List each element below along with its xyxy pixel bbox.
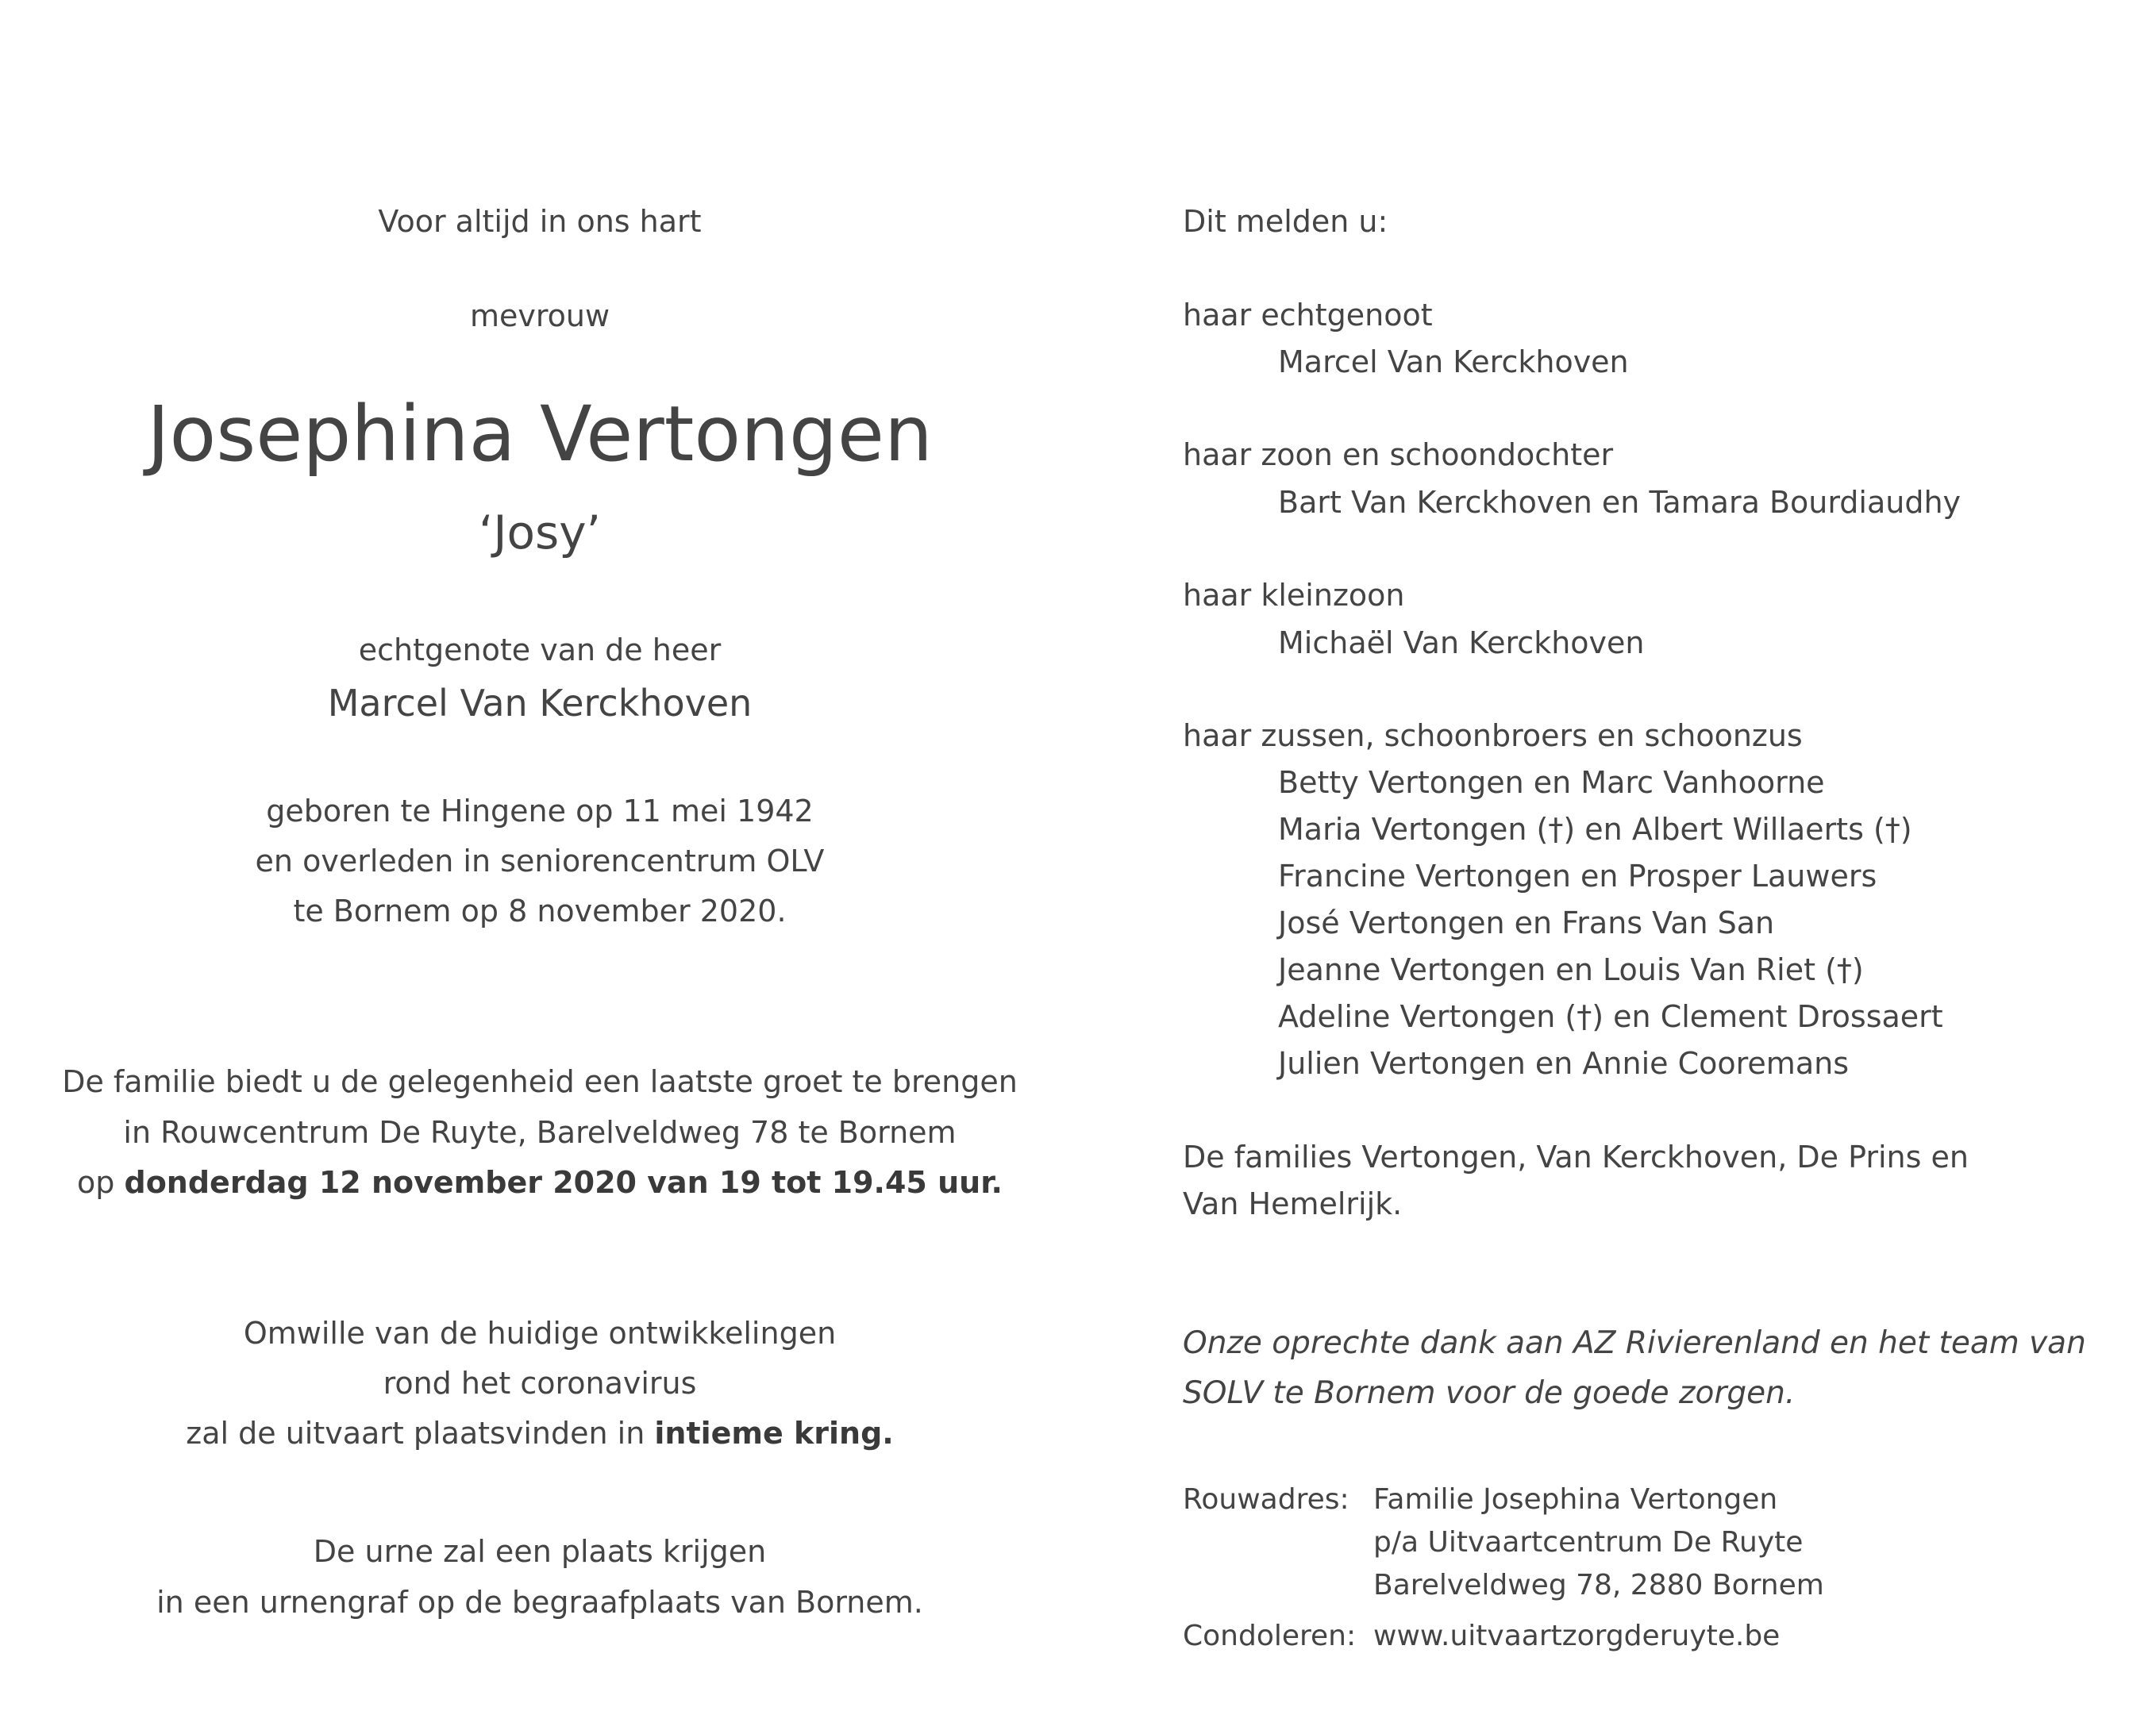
condolence-link[interactable]: www.uitvaartzorgderuyte.be xyxy=(1373,1620,1781,1652)
families-line-2: Van Hemelrijk. xyxy=(1183,1186,1403,1221)
visitation-date: donderdag 12 november 2020 van 19 tot 19.45 uur. xyxy=(124,1165,1003,1200)
relation-member: Julien Vertongen en Annie Cooremans xyxy=(1278,1046,1849,1081)
urn-line-2: in een urnengraf op de begraafplaats van Bornem. xyxy=(156,1585,923,1620)
address-line-2: p/a Uitvaartcentrum De Ruyte xyxy=(1373,1526,1804,1559)
thanks-line-1: Onze oprechte dank aan AZ Rivierenland en het team van xyxy=(1183,1325,2086,1361)
corona-line-2: rond het coronavirus xyxy=(383,1366,697,1401)
spouse-intro: echtgenote van de heer xyxy=(358,632,722,667)
relation-member: Betty Vertongen en Marc Vanhoorne xyxy=(1278,765,1825,800)
relation-member: Marcel Van Kerckhoven xyxy=(1278,344,1629,379)
corona-emphasis: intieme kring. xyxy=(654,1416,894,1451)
urn-line-1: De urne zal een plaats krijgen xyxy=(313,1534,767,1569)
dedication-line: Voor altijd in ons hart xyxy=(378,204,702,239)
honorific: mevrouw xyxy=(469,298,610,333)
death-line-2: te Bornem op 8 november 2020. xyxy=(293,894,787,929)
condolence-label: Condoleren: xyxy=(1183,1620,1357,1652)
relation-member: Adeline Vertongen (†) en Clement Drossaert xyxy=(1278,999,1943,1034)
relation-label-sisters: haar zussen, schoonbroers en schoonzus xyxy=(1183,718,1803,753)
relation-member: Francine Vertongen en Prosper Lauwers xyxy=(1278,859,1877,894)
deceased-name: Josephina Vertongen xyxy=(147,390,933,479)
birth-line: geboren te Hingene op 11 mei 1942 xyxy=(266,794,814,829)
thanks-line-2: SOLV te Bornem voor de goede zorgen. xyxy=(1183,1375,1796,1411)
address-label: Rouwadres: xyxy=(1183,1483,1349,1516)
deceased-nickname: ‘Josy’ xyxy=(478,506,601,559)
families-line-1: De families Vertongen, Van Kerckhoven, De Prins en xyxy=(1183,1140,1969,1175)
relation-member: Bart Van Kerckhoven en Tamara Bourdiaudhy xyxy=(1278,485,1962,520)
corona-line-3 xyxy=(48,1414,1032,1452)
visitation-line-1: De familie biedt u de gelegenheid een laatste groet te brengen xyxy=(62,1064,1018,1099)
address-line-1: Familie Josephina Vertongen xyxy=(1373,1483,1778,1516)
visitation-line-2: in Rouwcentrum De Ruyte, Barelveldweg 78 te Bornem xyxy=(123,1115,957,1150)
address-line-3: Barelveldweg 78, 2880 Bornem xyxy=(1373,1569,1824,1601)
relation-member: Michaël Van Kerckhoven xyxy=(1278,625,1645,660)
relation-member: José Vertongen en Frans Van San xyxy=(1278,905,1775,940)
corona-line-1: Omwille van de huidige ontwikkelingen xyxy=(243,1316,837,1351)
relation-label-grandson: haar kleinzoon xyxy=(1183,578,1405,613)
relation-label-son: haar zoon en schoondochter xyxy=(1183,437,1614,472)
visitation-line-3 xyxy=(48,1163,1032,1201)
relation-member: Maria Vertongen (†) en Albert Willaerts (†) xyxy=(1278,812,1912,847)
death-line-1: en overleden in seniorencentrum OLV xyxy=(255,844,825,879)
visitation-prefix: op xyxy=(77,1165,125,1200)
relation-member: Jeanne Vertongen en Louis Van Riet (†) xyxy=(1278,952,1864,987)
spouse-name: Marcel Van Kerckhoven xyxy=(327,682,753,725)
corona-prefix: zal de uitvaart plaatsvinden in xyxy=(186,1416,655,1451)
announcement-intro: Dit melden u: xyxy=(1183,204,1388,239)
relation-label-husband: haar echtgenoot xyxy=(1183,298,1433,333)
